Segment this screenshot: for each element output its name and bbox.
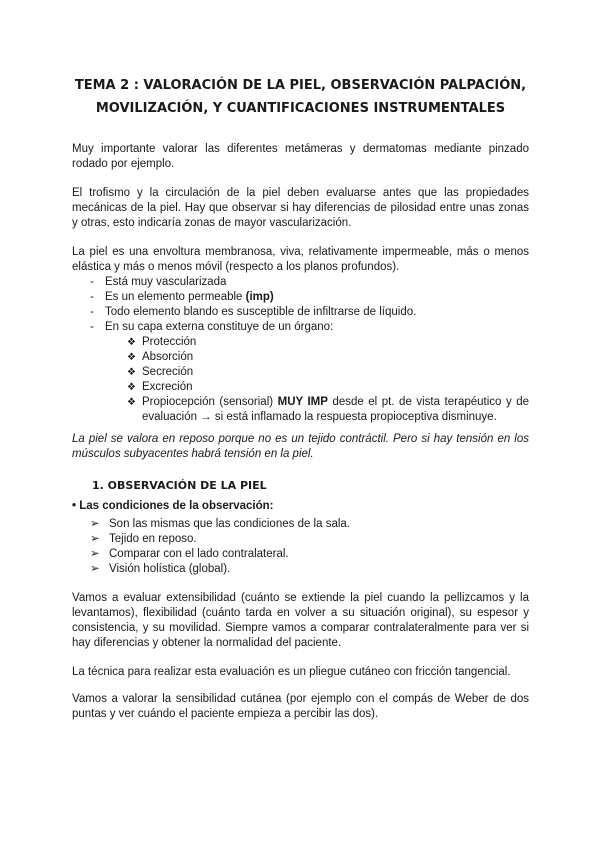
condition-text: Son las mismas que las condiciones de la sala. [109,518,350,530]
paragraph-tecnica: La técnica para realizar esta evaluación es un pliegue cutáneo con fricción tangencial. [72,666,511,678]
title-line-2: MOVILIZACIÓN, Y CUANTIFICACIONES INSTRUMENTALES [95,101,506,116]
sub-item-emphasis: MUY IMP [277,396,328,408]
organ-functions-list [72,335,529,425]
diamond-bullet-icon: ❖ [127,352,136,363]
conditions-title: • Las condiciones de la observación: [72,500,274,512]
condition-text: Tejido en reposo. [109,533,197,545]
paragraph-intro: Muy importante valorar las diferentes metámeras y dermatomas mediante pinzado rodado por ejemplo. [72,143,529,170]
dash-item [72,320,529,335]
dash-item-text: Está muy vascularizada [105,276,227,288]
sub-item-text: Propiocepción (sensorial) [142,396,278,408]
diamond-bullet-icon: ❖ [127,397,136,408]
document-title [72,74,529,120]
condition-item [72,517,529,532]
paragraph-evaluacion: Vamos a evaluar extensibilidad (cuánto se extiende la piel cuando la pellizcamos y la levantamos), flexibilidad (cuánto tarda en volver a su situación original), su espesor y consistencia, y su movilidad. Siempre vamos a comparar contralateralmente para ver si hay diferencias y obtener la normalidad del paciente. [72,592,529,649]
dash-item-text: En su capa externa constituye de un órgano: [105,321,334,333]
dash-item-emphasis: (imp) [245,291,274,303]
arrow-bullet-icon: ➢ [90,533,100,545]
dash-list [72,275,529,335]
paragraph-sensibilidad: Vamos a valorar la sensibilidad cutánea (por ejemplo con el compás de Weber de dos puntas y ver cuándo el paciente empieza a percibir las dos). [72,693,529,720]
dash-item-text: Todo elemento blando es susceptible de infiltrarse de líquido. [105,306,417,318]
sub-item [72,335,529,350]
sub-item [72,350,529,365]
italic-note: La piel se valora en reposo porque no es un tejido contráctil. Pero si hay tensión en los músculos subyacentes habrá tensión en la piel. [72,433,529,460]
arrow-bullet-icon: ➢ [90,518,100,530]
arrow-bullet-icon: ➢ [90,563,100,575]
condition-item [72,547,529,562]
title-line-1: TEMA 2 : VALORACIÓN DE LA PIEL, OBSERVACIÓN PALPACIÓN, [74,78,527,93]
dash-item [72,275,529,290]
condition-text: Comparar con el lado contralateral. [109,548,289,560]
condition-item [72,532,529,547]
arrow-bullet-icon: ➢ [90,548,100,560]
document-body [72,74,529,722]
diamond-bullet-icon: ❖ [127,382,136,393]
diamond-bullet-icon: ❖ [127,337,136,348]
conditions-list [72,517,529,577]
sub-item-text: Protección [142,336,197,348]
sub-item [72,395,529,425]
diamond-bullet-icon: ❖ [127,367,136,378]
sub-item [72,380,529,395]
condition-item [72,562,529,577]
sub-item-text: Excreción [142,381,193,393]
sub-item-text: desde el pt. de vista terapéutico y de evaluación → si está inflamado la respuesta propioceptiva disminuye. [142,396,529,423]
sub-item-text: Secreción [142,366,194,378]
sub-item [72,365,529,380]
sub-item-text: Absorción [142,351,194,363]
section-heading: 1. OBSERVACIÓN DE LA PIEL [92,479,267,492]
dash-item [72,305,529,320]
paragraph-trofismo: El trofismo y la circulación de la piel deben evaluarse antes que las propiedades mecánicas de la piel. Hay que observar si hay diferencias de pilosidad entre unas zonas y otras, esto indicaría zonas de mayor vascularización. [72,187,529,229]
paragraph-piel-definicion: La piel es una envoltura membranosa, viva, relativamente impermeable, más o menos elástica y más o menos móvil (respecto a los planos profundos). [72,246,529,273]
dash-item [72,290,529,305]
condition-text: Visión holística (global). [109,563,231,575]
dash-item-text: Es un elemento permeable [105,291,243,303]
